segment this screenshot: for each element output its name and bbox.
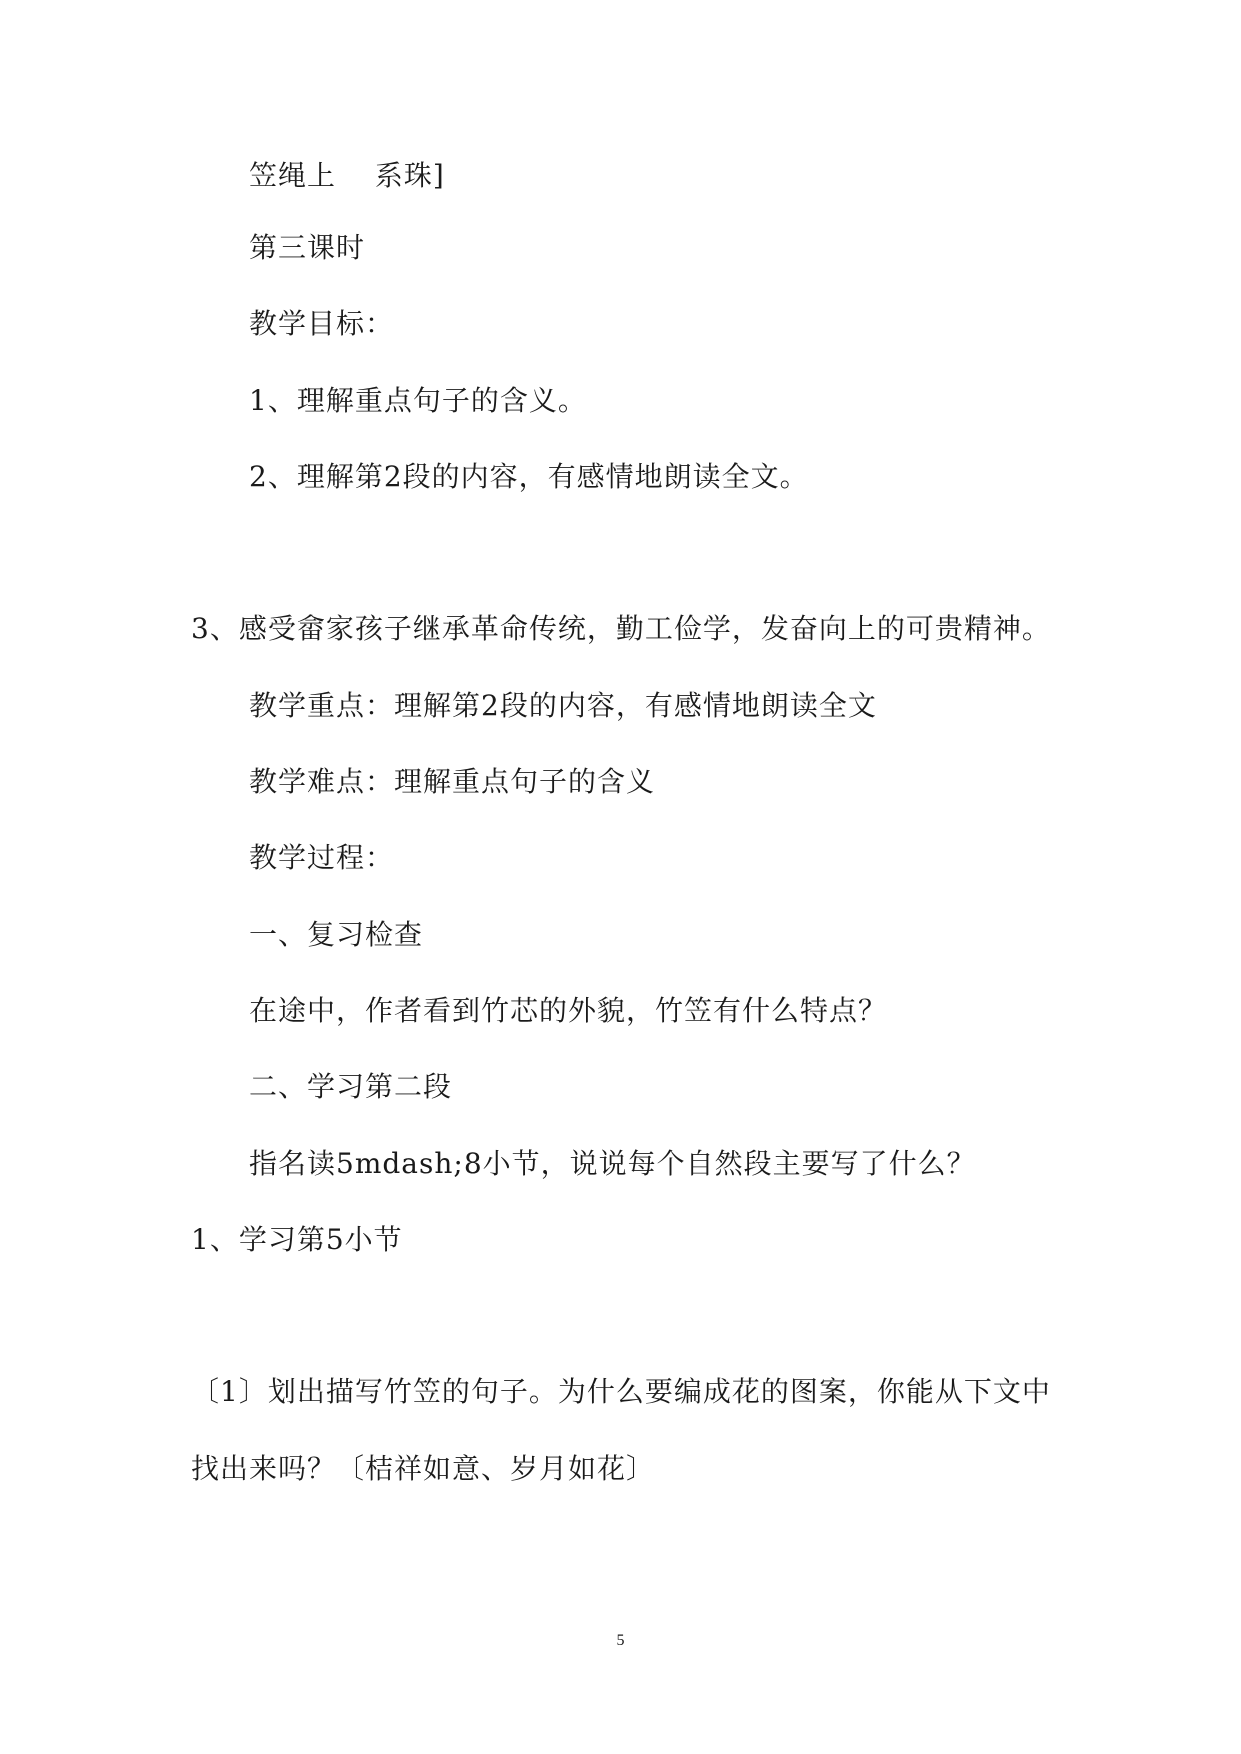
- goal-item-3: 3、感受畲家孩子继承革命传统，勤工俭学，发奋向上的可贵精神。: [191, 612, 1051, 645]
- section-review: 一、复习检查: [249, 918, 424, 951]
- task-item-1: 〔1〕划出描写竹笠的句子。为什么要编成花的图案，你能从下文中: [191, 1375, 1051, 1408]
- page-number: 5: [616, 1632, 625, 1649]
- teaching-process-heading: 教学过程：: [249, 841, 395, 874]
- task-item-1-continued: 找出来吗？〔桔祥如意、岁月如花〕: [191, 1452, 656, 1485]
- study-subsection-5: 1、学习第5小节: [191, 1223, 403, 1256]
- teaching-difficulty: 教学难点：理解重点句子的含义: [249, 765, 656, 798]
- review-question: 在途中，作者看到竹芯的外貌，竹笠有什么特点？: [249, 994, 888, 1027]
- lesson-title: 第三课时: [249, 231, 366, 264]
- section-study-second-part: 二、学习第二段: [249, 1070, 453, 1103]
- teaching-focus: 教学重点：理解第2段的内容，有感情地朗读全文: [249, 689, 877, 722]
- goal-item-1: 1、理解重点句子的含义。: [249, 384, 587, 417]
- teaching-goals-heading: 教学目标：: [249, 307, 395, 340]
- goal-item-2: 2、理解第2段的内容，有感情地朗读全文。: [249, 460, 809, 493]
- text-line-hat-rope: 笠绳上 系珠]: [249, 159, 445, 192]
- study-instruction: 指名读5mdash;8小节，说说每个自然段主要写了什么？: [249, 1147, 976, 1180]
